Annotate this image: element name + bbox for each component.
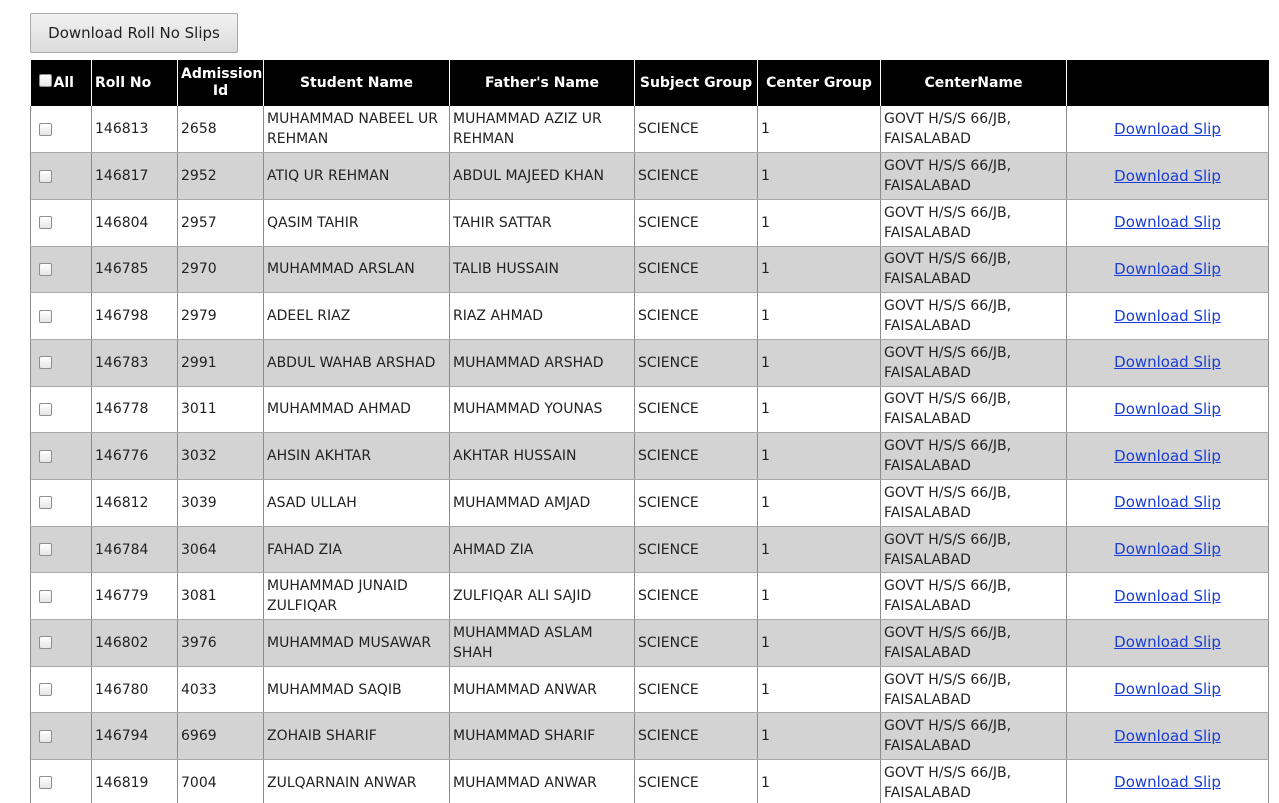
admission-id-cell: 6969	[178, 713, 264, 760]
subject-group-cell: SCIENCE	[635, 526, 758, 573]
download-slip-link[interactable]: Download Slip	[1114, 446, 1221, 465]
center-name-cell: GOVT H/S/S 66/JB, FAISALABAD	[881, 386, 1067, 433]
center-name-cell: GOVT H/S/S 66/JB, FAISALABAD	[881, 246, 1067, 293]
center-name-cell: GOVT H/S/S 66/JB, FAISALABAD	[881, 620, 1067, 667]
student-name-cell: ASAD ULLAH	[264, 480, 450, 527]
student-name-cell: MUHAMMAD JUNAID ZULFIQAR	[264, 573, 450, 620]
roll-no-cell: 146776	[92, 433, 178, 480]
fathers-name-cell: TALIB HUSSAIN	[450, 246, 635, 293]
table-header-row	[31, 60, 1269, 106]
center-group-cell: 1	[758, 433, 881, 480]
row-select-cell	[31, 573, 92, 620]
subject-group-cell: SCIENCE	[635, 480, 758, 527]
roll-no-cell: 146794	[92, 713, 178, 760]
center-group-cell: 1	[758, 573, 881, 620]
roll-no-cell: 146802	[92, 620, 178, 667]
select-all-label: All	[53, 74, 74, 91]
center-group-cell: 1	[758, 480, 881, 527]
row-checkbox[interactable]	[39, 450, 52, 463]
row-select-cell	[31, 153, 92, 200]
table-row	[31, 760, 1269, 803]
header-select-all	[31, 60, 92, 106]
action-cell	[1067, 480, 1269, 527]
center-group-cell: 1	[758, 386, 881, 433]
row-checkbox[interactable]	[39, 776, 52, 789]
action-cell	[1067, 106, 1269, 153]
header-fathers-name: Father's Name	[450, 60, 635, 106]
student-name-cell: ATIQ UR REHMAN	[264, 153, 450, 200]
center-name-cell: GOVT H/S/S 66/JB, FAISALABAD	[881, 153, 1067, 200]
subject-group-cell: SCIENCE	[635, 666, 758, 713]
row-checkbox[interactable]	[39, 310, 52, 323]
center-name-cell: GOVT H/S/S 66/JB, FAISALABAD	[881, 339, 1067, 386]
subject-group-cell: SCIENCE	[635, 620, 758, 667]
admission-id-cell: 7004	[178, 760, 264, 803]
download-slip-link[interactable]: Download Slip	[1114, 119, 1221, 138]
fathers-name-cell: MUHAMMAD YOUNAS	[450, 386, 635, 433]
admission-id-cell: 4033	[178, 666, 264, 713]
row-checkbox[interactable]	[39, 730, 52, 743]
fathers-name-cell: MUHAMMAD ASLAM SHAH	[450, 620, 635, 667]
admission-id-cell: 2658	[178, 106, 264, 153]
roll-no-cell: 146779	[92, 573, 178, 620]
admission-id-cell: 2957	[178, 199, 264, 246]
header-center-group: Center Group	[758, 60, 881, 106]
fathers-name-cell: MUHAMMAD ANWAR	[450, 760, 635, 803]
student-name-cell: MUHAMMAD SAQIB	[264, 666, 450, 713]
header-roll-no: Roll No	[92, 60, 178, 106]
student-name-cell: AHSIN AKHTAR	[264, 433, 450, 480]
subject-group-cell: SCIENCE	[635, 573, 758, 620]
action-cell	[1067, 760, 1269, 803]
admission-id-cell: 3064	[178, 526, 264, 573]
student-name-cell: QASIM TAHIR	[264, 199, 450, 246]
download-slip-link[interactable]: Download Slip	[1114, 166, 1221, 185]
header-admission-id: Admission Id	[178, 60, 264, 106]
center-name-cell: GOVT H/S/S 66/JB, FAISALABAD	[881, 480, 1067, 527]
admission-id-cell: 3039	[178, 480, 264, 527]
roll-no-cell: 146813	[92, 106, 178, 153]
subject-group-cell: SCIENCE	[635, 713, 758, 760]
row-checkbox[interactable]	[39, 123, 52, 136]
download-slip-link[interactable]: Download Slip	[1114, 726, 1221, 745]
table-row	[31, 573, 1269, 620]
table-row	[31, 339, 1269, 386]
row-select-cell	[31, 199, 92, 246]
row-select-cell	[31, 760, 92, 803]
admission-id-cell: 2952	[178, 153, 264, 200]
student-name-cell: MUHAMMAD ARSLAN	[264, 246, 450, 293]
row-checkbox[interactable]	[39, 590, 52, 603]
header-actions	[1067, 60, 1269, 106]
download-slip-link[interactable]: Download Slip	[1114, 633, 1221, 652]
center-group-cell: 1	[758, 246, 881, 293]
admission-id-cell: 2970	[178, 246, 264, 293]
table-row	[31, 713, 1269, 760]
roll-no-cell: 146819	[92, 760, 178, 803]
download-slip-link[interactable]: Download Slip	[1114, 586, 1221, 605]
row-checkbox[interactable]	[39, 263, 52, 276]
center-name-cell: GOVT H/S/S 66/JB, FAISALABAD	[881, 573, 1067, 620]
action-cell	[1067, 526, 1269, 573]
action-cell	[1067, 153, 1269, 200]
row-checkbox[interactable]	[39, 403, 52, 416]
table-row	[31, 153, 1269, 200]
fathers-name-cell: ABDUL MAJEED KHAN	[450, 153, 635, 200]
roll-no-cell: 146817	[92, 153, 178, 200]
table-row	[31, 293, 1269, 340]
download-slip-link[interactable]: Download Slip	[1114, 680, 1221, 699]
center-group-cell: 1	[758, 713, 881, 760]
admission-id-cell: 3976	[178, 620, 264, 667]
roll-no-cell: 146785	[92, 246, 178, 293]
fathers-name-cell: MUHAMMAD AMJAD	[450, 480, 635, 527]
fathers-name-cell: AKHTAR HUSSAIN	[450, 433, 635, 480]
action-cell	[1067, 620, 1269, 667]
student-name-cell: ADEEL RIAZ	[264, 293, 450, 340]
center-group-cell: 1	[758, 526, 881, 573]
row-checkbox[interactable]	[39, 636, 52, 649]
select-all-checkbox[interactable]	[39, 74, 52, 87]
download-slip-link[interactable]: Download Slip	[1114, 540, 1221, 559]
student-name-cell: ABDUL WAHAB ARSHAD	[264, 339, 450, 386]
table-row	[31, 666, 1269, 713]
action-cell	[1067, 246, 1269, 293]
student-name-cell: FAHAD ZIA	[264, 526, 450, 573]
action-cell	[1067, 386, 1269, 433]
center-name-cell: GOVT H/S/S 66/JB, FAISALABAD	[881, 760, 1067, 803]
row-select-cell	[31, 480, 92, 527]
action-cell	[1067, 339, 1269, 386]
students-table	[30, 60, 1269, 803]
subject-group-cell: SCIENCE	[635, 386, 758, 433]
center-name-cell: GOVT H/S/S 66/JB, FAISALABAD	[881, 293, 1067, 340]
table-row	[31, 526, 1269, 573]
admission-id-cell: 3032	[178, 433, 264, 480]
row-select-cell	[31, 339, 92, 386]
table-row	[31, 620, 1269, 667]
subject-group-cell: SCIENCE	[635, 760, 758, 803]
center-name-cell: GOVT H/S/S 66/JB, FAISALABAD	[881, 666, 1067, 713]
table-row	[31, 246, 1269, 293]
download-slip-link[interactable]: Download Slip	[1114, 306, 1221, 325]
roll-no-cell: 146804	[92, 199, 178, 246]
fathers-name-cell: MUHAMMAD ANWAR	[450, 666, 635, 713]
row-checkbox[interactable]	[39, 496, 52, 509]
subject-group-cell: SCIENCE	[635, 153, 758, 200]
download-slip-link[interactable]: Download Slip	[1114, 213, 1221, 232]
row-checkbox[interactable]	[39, 683, 52, 696]
center-name-cell: GOVT H/S/S 66/JB, FAISALABAD	[881, 199, 1067, 246]
subject-group-cell: SCIENCE	[635, 199, 758, 246]
admission-id-cell: 3081	[178, 573, 264, 620]
row-select-cell	[31, 620, 92, 667]
subject-group-cell: SCIENCE	[635, 106, 758, 153]
table-body	[31, 106, 1269, 803]
roll-no-cell: 146780	[92, 666, 178, 713]
fathers-name-cell: RIAZ AHMAD	[450, 293, 635, 340]
subject-group-cell: SCIENCE	[635, 246, 758, 293]
action-cell	[1067, 433, 1269, 480]
student-name-cell: MUHAMMAD AHMAD	[264, 386, 450, 433]
center-group-cell: 1	[758, 666, 881, 713]
header-subject-group: Subject Group	[635, 60, 758, 106]
row-select-cell	[31, 106, 92, 153]
roll-no-cell: 146783	[92, 339, 178, 386]
fathers-name-cell: ZULFIQAR ALI SAJID	[450, 573, 635, 620]
center-name-cell: GOVT H/S/S 66/JB, FAISALABAD	[881, 713, 1067, 760]
admission-id-cell: 3011	[178, 386, 264, 433]
header-student-name: Student Name	[264, 60, 450, 106]
row-select-cell	[31, 293, 92, 340]
download-slip-link[interactable]: Download Slip	[1114, 353, 1221, 372]
center-name-cell: GOVT H/S/S 66/JB, FAISALABAD	[881, 526, 1067, 573]
header-center-name: CenterName	[881, 60, 1067, 106]
center-group-cell: 1	[758, 199, 881, 246]
table-row	[31, 106, 1269, 153]
row-select-cell	[31, 666, 92, 713]
row-checkbox[interactable]	[39, 543, 52, 556]
download-roll-no-slips-button[interactable]: Download Roll No Slips	[30, 13, 238, 53]
row-checkbox[interactable]	[39, 170, 52, 183]
download-slip-link[interactable]: Download Slip	[1114, 399, 1221, 418]
action-cell	[1067, 666, 1269, 713]
action-cell	[1067, 199, 1269, 246]
roll-no-cell: 146784	[92, 526, 178, 573]
fathers-name-cell: MUHAMMAD SHARIF	[450, 713, 635, 760]
table-row	[31, 199, 1269, 246]
roll-no-cell: 146812	[92, 480, 178, 527]
fathers-name-cell: MUHAMMAD AZIZ UR REHMAN	[450, 106, 635, 153]
subject-group-cell: SCIENCE	[635, 433, 758, 480]
fathers-name-cell: TAHIR SATTAR	[450, 199, 635, 246]
student-name-cell: MUHAMMAD MUSAWAR	[264, 620, 450, 667]
table-row	[31, 480, 1269, 527]
center-name-cell: GOVT H/S/S 66/JB, FAISALABAD	[881, 106, 1067, 153]
fathers-name-cell: MUHAMMAD ARSHAD	[450, 339, 635, 386]
center-group-cell: 1	[758, 153, 881, 200]
row-checkbox[interactable]	[39, 356, 52, 369]
subject-group-cell: SCIENCE	[635, 339, 758, 386]
center-group-cell: 1	[758, 106, 881, 153]
center-group-cell: 1	[758, 339, 881, 386]
center-name-cell: GOVT H/S/S 66/JB, FAISALABAD	[881, 433, 1067, 480]
row-select-cell	[31, 386, 92, 433]
row-select-cell	[31, 526, 92, 573]
roll-no-cell: 146798	[92, 293, 178, 340]
center-group-cell: 1	[758, 760, 881, 803]
row-checkbox[interactable]	[39, 216, 52, 229]
action-cell	[1067, 573, 1269, 620]
subject-group-cell: SCIENCE	[635, 293, 758, 340]
row-select-cell	[31, 713, 92, 760]
fathers-name-cell: AHMAD ZIA	[450, 526, 635, 573]
student-name-cell: ZOHAIB SHARIF	[264, 713, 450, 760]
admission-id-cell: 2991	[178, 339, 264, 386]
row-select-cell	[31, 246, 92, 293]
action-cell	[1067, 293, 1269, 340]
row-select-cell	[31, 433, 92, 480]
center-group-cell: 1	[758, 293, 881, 340]
student-name-cell: ZULQARNAIN ANWAR	[264, 760, 450, 803]
download-slip-link[interactable]: Download Slip	[1114, 773, 1221, 792]
roll-no-cell: 146778	[92, 386, 178, 433]
admission-id-cell: 2979	[178, 293, 264, 340]
student-name-cell: MUHAMMAD NABEEL UR REHMAN	[264, 106, 450, 153]
center-group-cell: 1	[758, 620, 881, 667]
action-cell	[1067, 713, 1269, 760]
table-row	[31, 386, 1269, 433]
download-slip-link[interactable]: Download Slip	[1114, 493, 1221, 512]
table-row	[31, 433, 1269, 480]
download-slip-link[interactable]: Download Slip	[1114, 259, 1221, 278]
